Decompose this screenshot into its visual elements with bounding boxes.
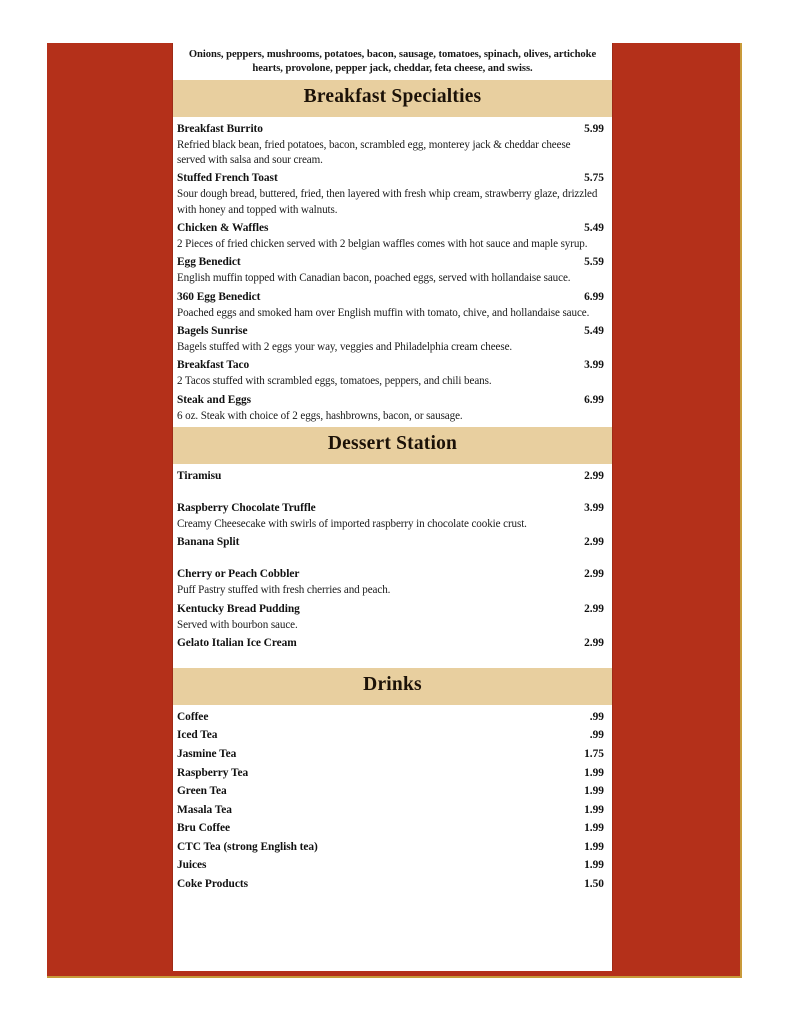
menu-item-header [177, 322, 604, 340]
menu-item [177, 709, 604, 727]
menu-item [177, 634, 604, 665]
menu-item-header [177, 253, 604, 271]
menu-item-name: Bagels Sunrise [177, 324, 248, 337]
menu-item-description [177, 652, 604, 665]
menu-item-name: Steak and Eggs [177, 393, 251, 406]
menu-item-description: 6 oz. Steak with choice of 2 eggs, hashbrowns, bacon, or sausage. [177, 409, 463, 422]
menu-item-name: Breakfast Burrito [177, 122, 263, 135]
menu-item-price: 2.99 [584, 469, 604, 482]
menu-item-header [177, 565, 604, 583]
menu-item-price: 1.99 [584, 803, 604, 816]
menu-item-header [177, 820, 604, 838]
menu-item-description: Bagels stuffed with 2 eggs your way, veggies and Philadelphia cream cheese. [177, 340, 513, 353]
menu-item-header [177, 783, 604, 801]
menu-item [177, 857, 604, 875]
section-items [173, 464, 612, 668]
menu-item-price: 5.99 [584, 122, 604, 135]
menu-item-price: 5.59 [584, 256, 604, 269]
section-title: Dessert Station [327, 432, 458, 454]
intro-text: Onions, peppers, mushrooms, potatoes, bacon, sausage, tomatoes, spinach, olives, artichoke hearts, provolone, pepper jack, cheddar, feta cheese, and swiss. [188, 49, 597, 75]
menu-item-name: Cherry or Peach Cobbler [177, 568, 300, 581]
menu-sections [173, 80, 612, 897]
menu-item-price: 1.99 [584, 840, 604, 853]
menu-item-name: Tiramisu [177, 469, 222, 482]
menu-item-name: Iced Tea [177, 729, 218, 742]
menu-item-header [177, 634, 604, 652]
menu-item-header [177, 288, 604, 306]
menu-item-name: Raspberry Tea [177, 766, 249, 779]
menu-item-header [177, 839, 604, 857]
menu-item-price: 1.50 [584, 877, 604, 890]
menu-item-name: Masala Tea [177, 803, 232, 816]
menu-item-price: 5.49 [584, 222, 604, 235]
menu-card [172, 43, 613, 971]
menu-item-price: .99 [589, 710, 604, 723]
menu-item-header [177, 391, 604, 409]
menu-item-name: Bru Coffee [177, 822, 230, 835]
menu-item-price: 1.75 [584, 748, 604, 761]
menu-item-name: Chicken & Waffles [177, 222, 269, 235]
menu-item-name: Juices [177, 859, 207, 872]
menu-item-header [177, 802, 604, 820]
menu-item-price: 1.99 [584, 766, 604, 779]
menu-item-price: 2.99 [584, 568, 604, 581]
menu-item-description: 2 Tacos stuffed with scrambled eggs, tomatoes, peppers, and chili beans. [177, 375, 492, 388]
menu-item-description: Sour dough bread, buttered, fried, then layered with fresh whip cream, strawberry glaze, drizzled with honey and topped with walnuts. [177, 188, 598, 216]
menu-item [177, 499, 604, 532]
menu-item-description: Puff Pastry stuffed with fresh cherries and peach. [177, 584, 391, 597]
menu-item [177, 322, 604, 355]
menu-item-name: 360 Egg Benedict [177, 290, 261, 303]
menu-item-name: Stuffed French Toast [177, 172, 278, 185]
menu-item-name: Jasmine Tea [177, 748, 237, 761]
menu-item-header [177, 499, 604, 517]
menu-item-name: Egg Benedict [177, 256, 241, 269]
menu-item-price: .99 [589, 729, 604, 742]
menu-item-header [177, 876, 604, 894]
menu-item-name: Kentucky Bread Pudding [177, 602, 300, 615]
menu-item-description: Served with bourbon sauce. [177, 618, 298, 631]
menu-item-description: Refried black bean, fried potatoes, bacon, scrambled egg, monterey jack & cheddar cheese served with salsa and sour cream. [177, 138, 571, 167]
menu-item [177, 169, 604, 218]
menu-item-price: 5.49 [584, 324, 604, 337]
menu-item [177, 765, 604, 783]
menu-item-name: Gelato Italian Ice Cream [177, 636, 297, 649]
menu-item [177, 120, 604, 169]
section-header [173, 427, 612, 464]
menu-item-name: Breakfast Taco [177, 359, 250, 372]
section-items [173, 705, 612, 897]
menu-item-description: 2 Pieces of fried chicken served with 2 belgian waffles comes with hot sauce and maple syrup. [177, 238, 588, 251]
menu-item-name: Raspberry Chocolate Truffle [177, 501, 316, 514]
menu-item-description: Creamy Cheesecake with swirls of imported raspberry in chocolate cookie crust. [177, 517, 527, 530]
menu-item [177, 219, 604, 252]
menu-item-header [177, 600, 604, 618]
menu-item [177, 802, 604, 820]
menu-item [177, 820, 604, 838]
menu-item [177, 391, 604, 424]
menu-item-header [177, 356, 604, 374]
menu-item [177, 565, 604, 598]
menu-item-price: 1.99 [584, 822, 604, 835]
menu-item-price: 3.99 [584, 501, 604, 514]
menu-item-header [177, 727, 604, 745]
menu-item-header [177, 120, 604, 138]
section-header [173, 80, 612, 117]
menu-item [177, 783, 604, 801]
menu-item [177, 288, 604, 321]
menu-item [177, 600, 604, 633]
menu-item-price: 2.99 [584, 636, 604, 649]
menu-item [177, 253, 604, 286]
menu-item-description [177, 551, 604, 564]
section-title: Drinks [363, 673, 422, 695]
menu-item [177, 533, 604, 564]
menu-item-price: 3.99 [584, 359, 604, 372]
menu-item-name: CTC Tea (strong English tea) [177, 840, 318, 853]
menu-item-price: 6.99 [584, 290, 604, 303]
menu-item-header [177, 169, 604, 187]
menu-item [177, 356, 604, 389]
menu-item-header [177, 219, 604, 237]
menu-item-price: 1.99 [584, 859, 604, 872]
menu-item-description: Poached eggs and smoked ham over English muffin with tomato, chive, and hollandaise sauce. [177, 306, 590, 319]
menu-item-header [177, 709, 604, 727]
menu-item-name: Coffee [177, 710, 209, 723]
menu-item-header [177, 857, 604, 875]
menu-item-header [177, 765, 604, 783]
menu-item [177, 746, 604, 764]
menu-item-header [177, 467, 604, 485]
menu-item [177, 727, 604, 745]
menu-item-price: 2.99 [584, 536, 604, 549]
menu-item-price: 2.99 [584, 602, 604, 615]
menu-item-header [177, 533, 604, 551]
menu-item-name: Green Tea [177, 785, 227, 798]
menu-item [177, 876, 604, 894]
menu-item [177, 467, 604, 498]
section-title: Breakfast Specialties [303, 85, 482, 107]
menu-item-header [177, 746, 604, 764]
section-header [173, 668, 612, 705]
menu-item-price: 6.99 [584, 393, 604, 406]
section-items [173, 117, 612, 427]
menu-item-description: English muffin topped with Canadian bacon, poached eggs, served with hollandaise sauce. [177, 272, 571, 285]
menu-item-name: Coke Products [177, 877, 248, 890]
menu-item-price: 1.99 [584, 785, 604, 798]
menu-item [177, 839, 604, 857]
menu-item-name: Banana Split [177, 536, 240, 549]
menu-item-price: 5.75 [584, 172, 604, 185]
menu-item-description [177, 485, 604, 498]
